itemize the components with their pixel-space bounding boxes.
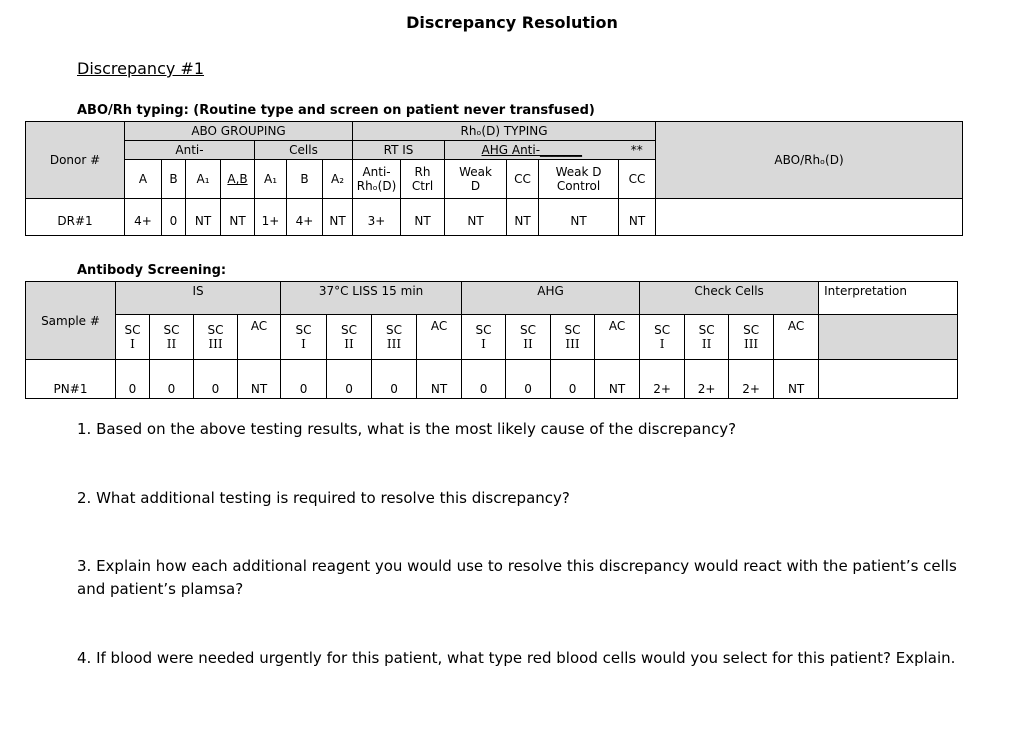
sc-label: SC (743, 323, 760, 337)
abo-rh-table (25, 121, 963, 236)
screen-result: NT (774, 360, 819, 399)
ac-label: AC (430, 319, 448, 333)
col-weak-ctrl-l1: Weak D (555, 165, 602, 179)
sc-roman: II (701, 337, 712, 351)
abo-cell: NT (507, 207, 539, 236)
sc-label: SC (295, 323, 312, 337)
ac-label: AC (608, 319, 626, 333)
screen-cell-header (194, 315, 238, 360)
cells-header: Cells (255, 141, 353, 160)
screen-cell-header (116, 315, 150, 360)
discrepancy-heading: Discrepancy #1 (77, 59, 205, 78)
sc-roman: II (523, 337, 533, 351)
check-cells-header: Check Cells (640, 282, 819, 315)
screen-cell-header (281, 315, 327, 360)
screen-cell-header (150, 315, 194, 360)
question-1: 1. Based on the above testing results, what is the most likely cause of the discrepancy? (77, 420, 737, 438)
screen-cell-header (729, 315, 774, 360)
sc-label: SC (654, 323, 671, 337)
sc-label: SC (520, 323, 537, 337)
stars-mark: ** (619, 141, 656, 160)
abo-rh-result-header: ABO/Rhₒ(D) (656, 122, 963, 199)
col-cc2: CC (619, 160, 656, 199)
screen-cell-header (327, 315, 372, 360)
rt-is-header: RT IS (353, 141, 445, 160)
col-weak-ctrl-l2: Control (556, 179, 601, 193)
abo-cell: NT (221, 207, 255, 236)
screen-cell-header (551, 315, 595, 360)
col-anti-rho-l2: Rhₒ(D) (356, 179, 397, 193)
col-cell-b: B (287, 160, 323, 199)
screen-cell-header (640, 315, 685, 360)
sc-roman: II (344, 337, 354, 351)
anti-header: Anti- (125, 141, 255, 160)
sc-roman: I (481, 337, 486, 351)
abo-cell: NT (186, 207, 221, 236)
screen-cell-header (685, 315, 729, 360)
screen-result: 2+ (685, 360, 729, 399)
page-title: Discrepancy Resolution (406, 13, 618, 32)
autocontrol-header (774, 315, 819, 360)
sc-roman: I (130, 337, 135, 351)
abo-cell: NT (445, 207, 507, 236)
abo-rh-result-cell[interactable] (656, 207, 963, 236)
abo-cell: NT (323, 207, 353, 236)
abo-cell: 3+ (353, 207, 401, 236)
abo-cell: 4+ (287, 207, 323, 236)
screen-result: 0 (372, 360, 417, 399)
sc-roman: I (301, 337, 306, 351)
sc-roman: III (743, 337, 759, 351)
screen-result: 0 (194, 360, 238, 399)
col-anti-a: A (125, 160, 162, 199)
screen-result: 0 (327, 360, 372, 399)
abo-caption: ABO/Rh typing: (Routine type and screen on patient never transfused) (77, 103, 595, 118)
sc-roman: III (565, 337, 580, 351)
screen-result: NT (417, 360, 462, 399)
screen-result: 0 (116, 360, 150, 399)
donor-header: Donor # (26, 122, 125, 199)
abo-cell: 4+ (125, 207, 162, 236)
sc-roman: III (386, 337, 402, 351)
col-weak-d (445, 160, 507, 199)
col-rh-ctrl-l2: Ctrl (411, 179, 434, 193)
sc-label: SC (564, 323, 581, 337)
autocontrol-header (595, 315, 640, 360)
abo-cell: NT (401, 207, 445, 236)
screen-result: 0 (462, 360, 506, 399)
rh-typing-header: Rhₒ(D) TYPING (353, 122, 656, 141)
abo-grouping-header: ABO GROUPING (125, 122, 353, 141)
screen-result: NT (595, 360, 640, 399)
ahg-header: AHG (462, 282, 640, 315)
ac-label: AC (787, 319, 805, 333)
col-anti-b: B (162, 160, 186, 199)
liss-header: 37°C LISS 15 min (281, 282, 462, 315)
autocontrol-header (417, 315, 462, 360)
ahg-anti-header: AHG Anti-_______ (445, 141, 619, 160)
screen-cell-header (506, 315, 551, 360)
col-anti-a1: A₁ (186, 160, 221, 199)
screen-cell-header (372, 315, 417, 360)
col-anti-ab: A,B (221, 160, 255, 199)
abo-data-row (26, 207, 963, 236)
col-weak-d-control (539, 160, 619, 199)
col-anti-rho-l1: Anti- (362, 165, 391, 179)
col-anti-rho (353, 160, 401, 199)
screen-result: 0 (551, 360, 595, 399)
screen-result: 2+ (640, 360, 685, 399)
sc-roman: III (208, 337, 223, 351)
abo-cell: 1+ (255, 207, 287, 236)
abo-cell: NT (619, 207, 656, 236)
sc-label: SC (124, 323, 141, 337)
col-cc: CC (507, 160, 539, 199)
col-weak-d-l1: Weak (459, 165, 492, 179)
col-rh-ctrl-l1: Rh (414, 165, 431, 179)
sc-label: SC (341, 323, 358, 337)
autocontrol-header (238, 315, 281, 360)
abo-cell: 0 (162, 207, 186, 236)
sc-label: SC (386, 323, 403, 337)
sc-label: SC (163, 323, 180, 337)
sc-roman: I (659, 337, 665, 351)
question-2: 2. What additional testing is required to resolve this discrepancy? (77, 489, 570, 507)
col-cell-a1: A₁ (255, 160, 287, 199)
col-cell-a2: A₂ (323, 160, 353, 199)
screen-cell-header (462, 315, 506, 360)
sample-id: PN#1 (26, 360, 116, 399)
screen-result: 0 (506, 360, 551, 399)
is-header: IS (116, 282, 281, 315)
antibody-caption: Antibody Screening: (77, 263, 227, 278)
screen-result: 0 (150, 360, 194, 399)
abo-cell: NT (539, 207, 619, 236)
sc-roman: II (166, 337, 177, 351)
ac-label: AC (250, 319, 268, 333)
sc-label: SC (475, 323, 492, 337)
question-3: 3. Explain how each additional reagent you would use to resolve this discrepancy would react with the patient’s cells and patient’s plamsa? (77, 557, 957, 598)
sample-header: Sample # (26, 282, 116, 360)
question-4: 4. If blood were needed urgently for this patient, what type red blood cells would you select for this patient? Explain. (77, 649, 956, 667)
screen-result: 2+ (729, 360, 774, 399)
col-weak-d-l2: D (470, 179, 481, 193)
antibody-data-row (26, 360, 958, 399)
antibody-screen-table (25, 281, 958, 399)
sc-label: SC (207, 323, 224, 337)
screen-result: NT (238, 360, 281, 399)
col-rh-ctrl (401, 160, 445, 199)
donor-id: DR#1 (26, 207, 125, 236)
interpretation-shaded (819, 315, 958, 360)
interpretation-header: Interpretation (819, 282, 958, 315)
sc-label: SC (698, 323, 715, 337)
screen-result: 0 (281, 360, 327, 399)
interpretation-cell[interactable] (819, 360, 958, 399)
